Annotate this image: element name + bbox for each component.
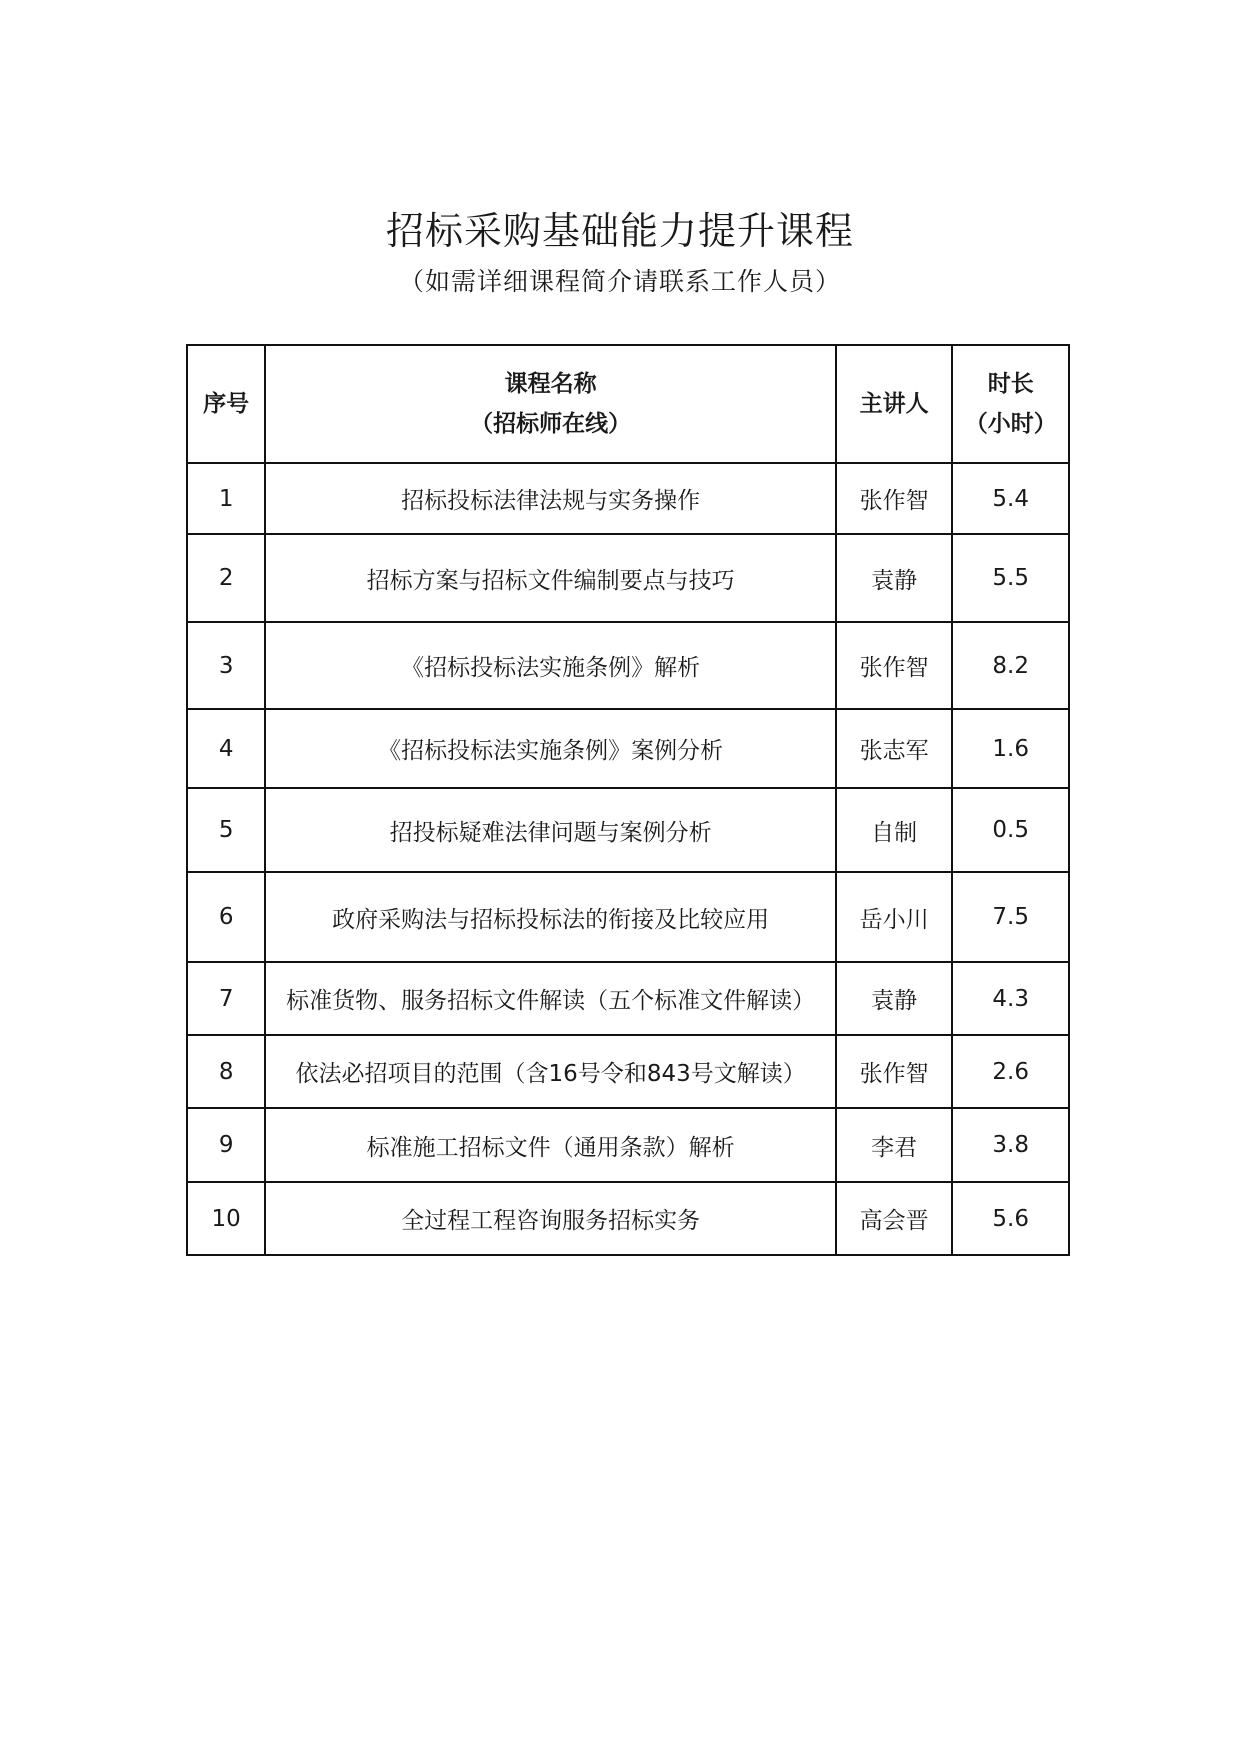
- header-hours-line1: 时长: [987, 371, 1034, 397]
- row-course-name: 依法必招项目的范围（含16号令和843号文解读）: [265, 1035, 836, 1108]
- document-subtitle: （如需详细课程简介请联系工作人员）: [398, 267, 841, 296]
- row-hours: 5.6: [952, 1182, 1069, 1255]
- table-row: [187, 788, 1069, 872]
- row-course-name: 招投标疑难法律问题与案例分析: [265, 788, 836, 872]
- row-course-name: 招标投标法律法规与实务操作: [265, 463, 836, 534]
- table-row: [187, 709, 1069, 788]
- row-hours: 0.5: [952, 788, 1069, 872]
- table-row: [187, 1182, 1069, 1255]
- row-hours: 3.8: [952, 1108, 1069, 1182]
- row-no: 5: [187, 788, 265, 872]
- table-row: [187, 622, 1069, 709]
- row-lecturer: 岳小川: [836, 872, 953, 962]
- row-hours: 1.6: [952, 709, 1069, 788]
- row-no: 1: [187, 463, 265, 534]
- row-lecturer: 张作智: [836, 463, 953, 534]
- row-course-name: 标准货物、服务招标文件解读（五个标准文件解读）: [265, 962, 836, 1035]
- row-course-name: 全过程工程咨询服务招标实务: [265, 1182, 836, 1255]
- course-table: [186, 344, 1070, 1256]
- header-course-name: [265, 345, 836, 463]
- row-lecturer: 张志军: [836, 709, 953, 788]
- header-hours: [952, 345, 1069, 463]
- row-no: 10: [187, 1182, 265, 1255]
- header-course-name-line1: 课程名称: [504, 371, 597, 397]
- row-lecturer: 袁静: [836, 534, 953, 622]
- row-course-name: 政府采购法与招标投标法的衔接及比较应用: [265, 872, 836, 962]
- row-lecturer: 自制: [836, 788, 953, 872]
- header-no: 序号: [187, 345, 265, 463]
- row-hours: 8.2: [952, 622, 1069, 709]
- row-lecturer: 李君: [836, 1108, 953, 1182]
- header-lecturer: 主讲人: [836, 345, 953, 463]
- row-hours: 5.4: [952, 463, 1069, 534]
- row-no: 3: [187, 622, 265, 709]
- row-course-name: 《招标投标法实施条例》解析: [265, 622, 836, 709]
- row-lecturer: 张作智: [836, 622, 953, 709]
- table-row: [187, 1035, 1069, 1108]
- table-row: [187, 534, 1069, 622]
- row-no: 9: [187, 1108, 265, 1182]
- header-hours-line2: （小时）: [964, 411, 1057, 437]
- header-course-name-line2: （招标师在线）: [470, 411, 632, 437]
- row-hours: 5.5: [952, 534, 1069, 622]
- row-hours: 4.3: [952, 962, 1069, 1035]
- row-lecturer: 袁静: [836, 962, 953, 1035]
- row-hours: 2.6: [952, 1035, 1069, 1108]
- row-no: 8: [187, 1035, 265, 1108]
- row-course-name: 招标方案与招标文件编制要点与技巧: [265, 534, 836, 622]
- row-no: 6: [187, 872, 265, 962]
- row-course-name: 标准施工招标文件（通用条款）解析: [265, 1108, 836, 1182]
- table-row: [187, 463, 1069, 534]
- table-row: [187, 962, 1069, 1035]
- row-no: 2: [187, 534, 265, 622]
- row-course-name: 《招标投标法实施条例》案例分析: [265, 709, 836, 788]
- row-no: 4: [187, 709, 265, 788]
- table-row: [187, 1108, 1069, 1182]
- table-row: [187, 872, 1069, 962]
- document-title: 招标采购基础能力提升课程: [385, 209, 854, 253]
- row-lecturer: 张作智: [836, 1035, 953, 1108]
- row-lecturer: 高会晋: [836, 1182, 953, 1255]
- row-hours: 7.5: [952, 872, 1069, 962]
- table-header-row: [187, 345, 1069, 463]
- row-no: 7: [187, 962, 265, 1035]
